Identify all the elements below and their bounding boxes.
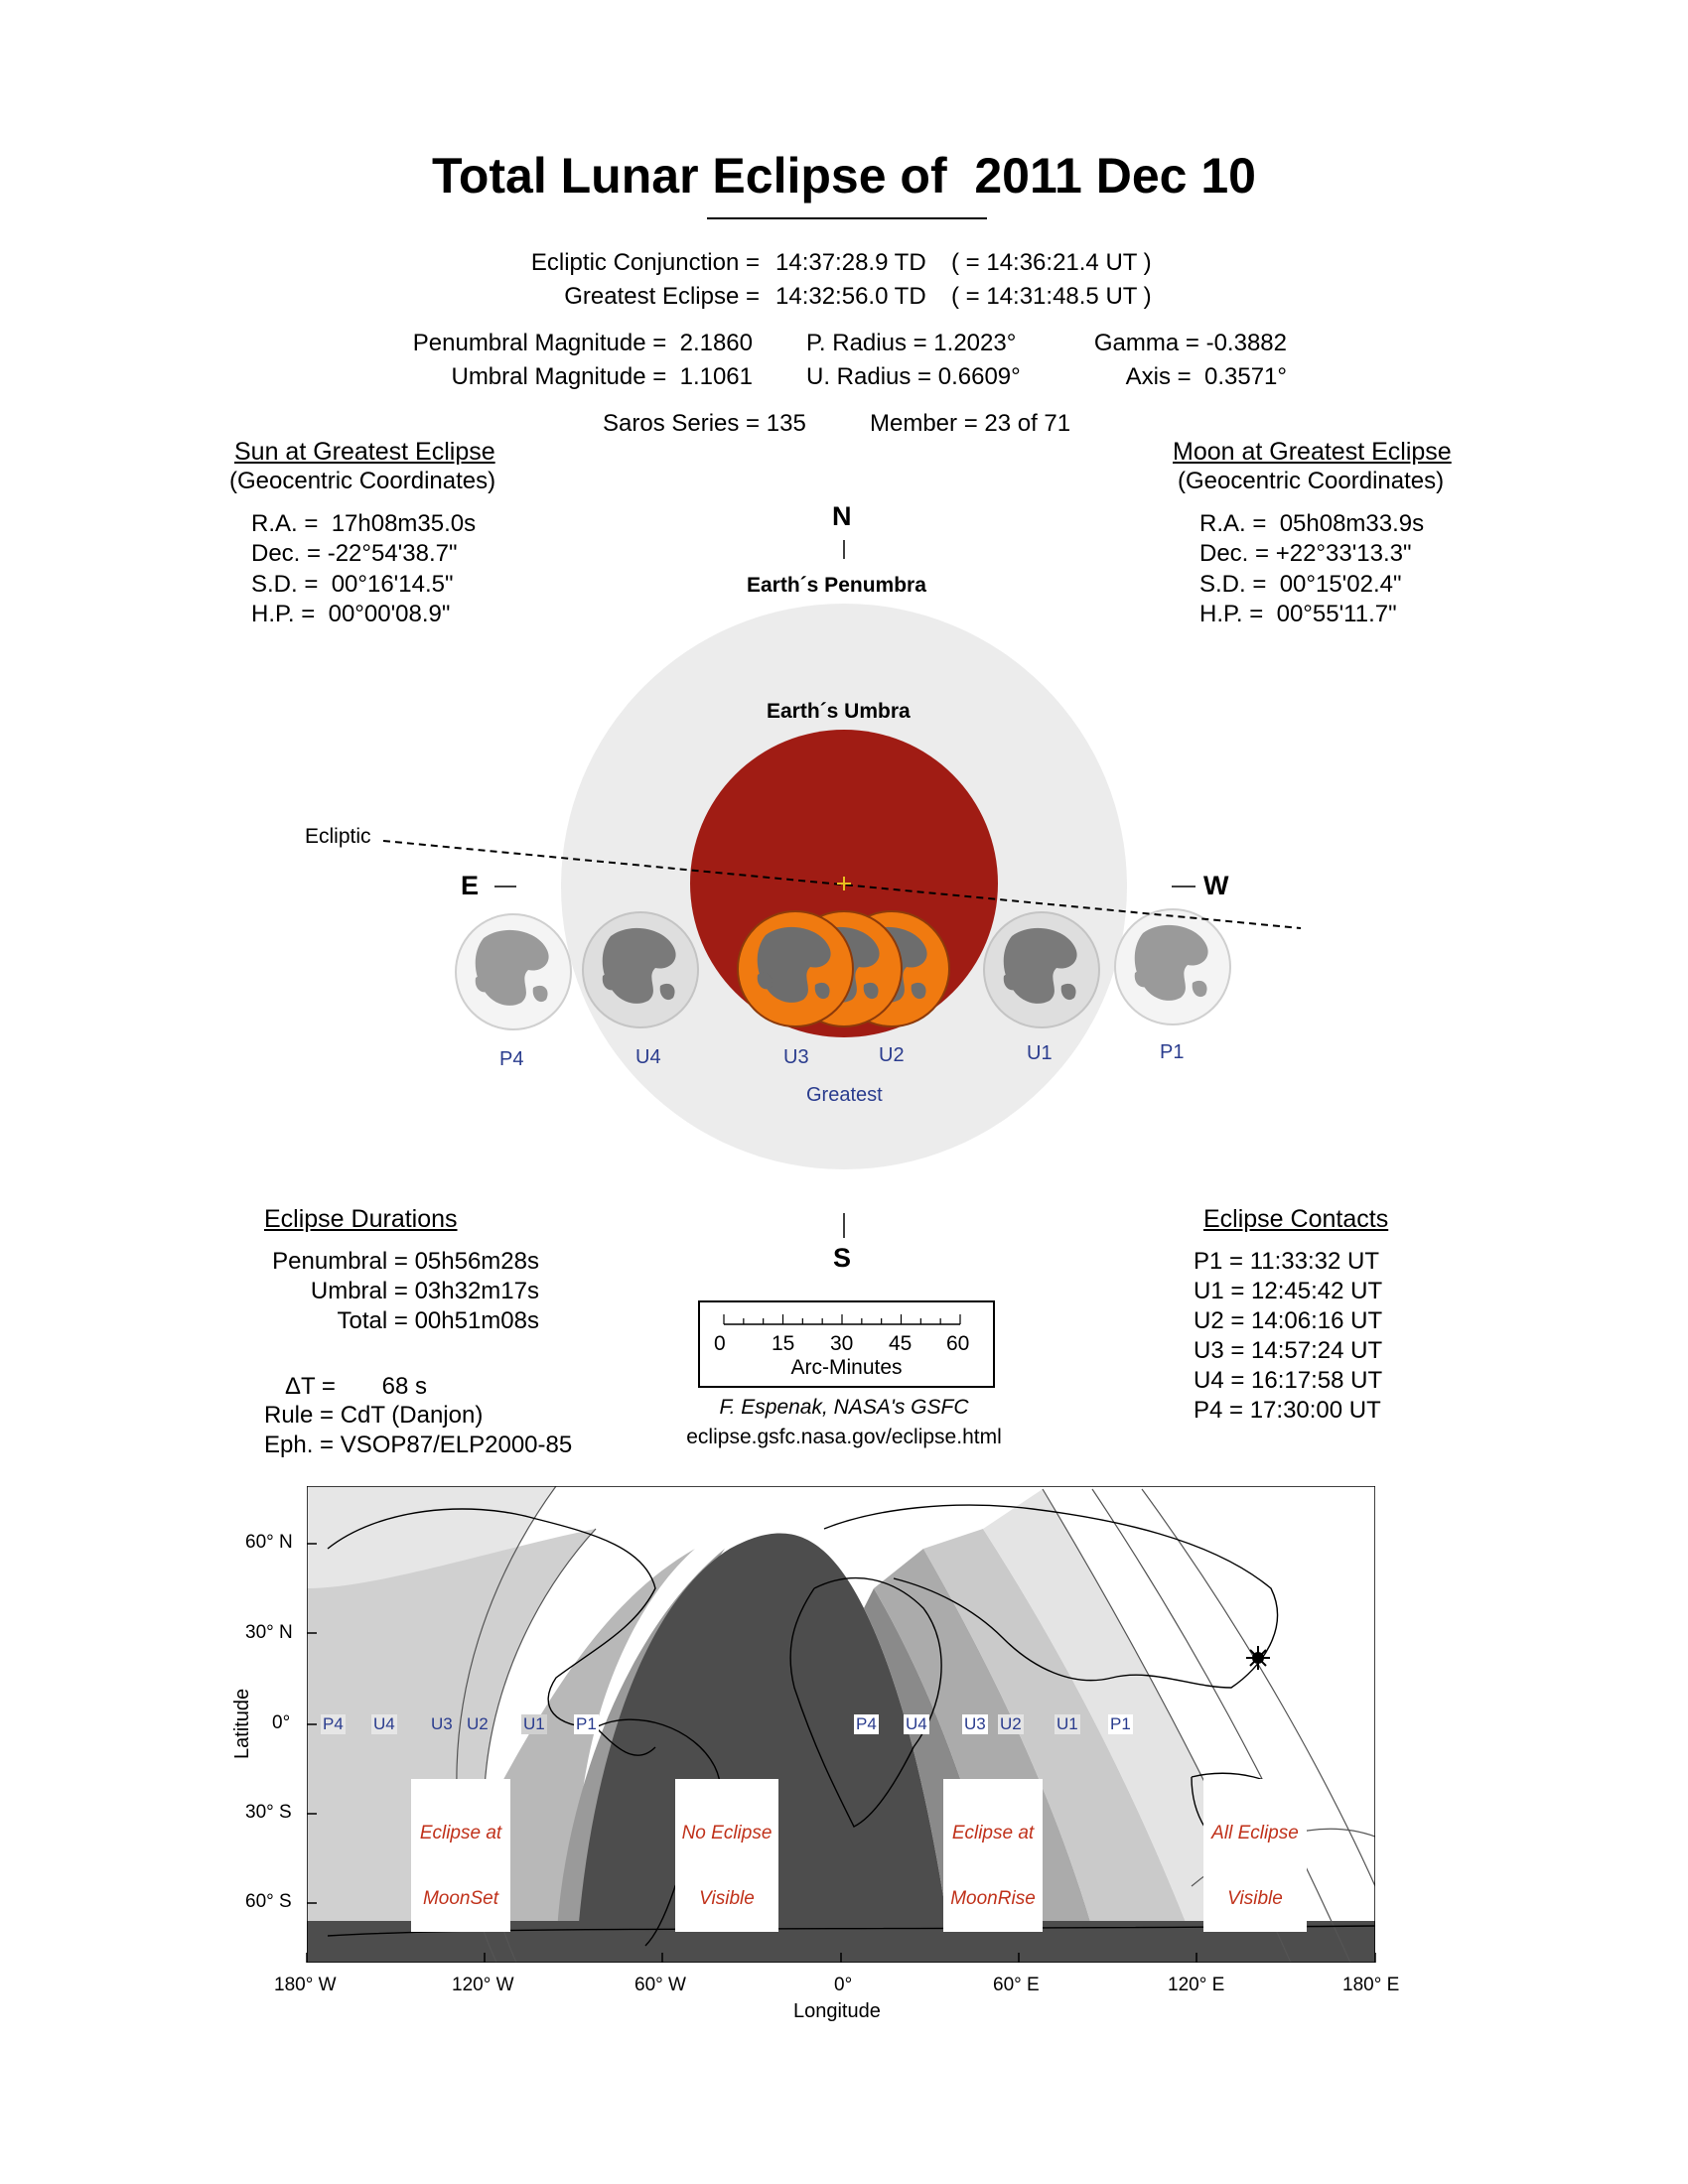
moon-p1 (1115, 909, 1230, 1024)
greatest-eclipse-td: 14:32:56.0 TD (775, 283, 926, 310)
map-west-p1: P1 (576, 1714, 597, 1733)
scale-tick-60: 60 (946, 1332, 970, 1355)
penumbral-magnitude: Penumbral Magnitude = 2.1860 (412, 330, 753, 356)
region-moonrise (943, 1779, 1043, 1932)
sun-heading: Sun at Greatest Eclipse (234, 438, 495, 466)
ephemeris: Eph. = VSOP87/ELP2000-85 (264, 1432, 573, 1458)
lon-0: 0° (834, 1975, 853, 1995)
duration-penumbral: Penumbral = 05h56m28s (272, 1248, 539, 1275)
contact-label-u2: U2 (879, 1044, 905, 1066)
north-label: N (832, 501, 852, 531)
lon-60w: 60° W (634, 1975, 686, 1995)
moon-ra: R.A. = 05h08m33.9s (1199, 510, 1425, 537)
umbra-label: Earth´s Umbra (767, 700, 911, 723)
gamma: Gamma = -0.3882 (1093, 330, 1287, 356)
south-label: S (833, 1243, 852, 1273)
lon-60e: 60° E (993, 1975, 1040, 1995)
region-no-eclipse (675, 1779, 778, 1932)
eclipse-diagram (0, 486, 1688, 1281)
region-moonset-line1: Eclipse at (419, 1823, 502, 1843)
lat-60s: 60° S (245, 1891, 292, 1912)
contact-u4: U4 = 16:17:58 UT (1194, 1367, 1383, 1394)
contact-u2: U2 = 14:06:16 UT (1194, 1307, 1383, 1334)
moon-p4 (456, 914, 571, 1029)
moon-subheading: (Geocentric Coordinates) (1178, 468, 1445, 494)
sun-hp: H.P. = 00°00'08.9" (251, 601, 451, 627)
greatest-eclipse-label: Greatest Eclipse = (564, 283, 760, 310)
umbral-radius: U. Radius = 0.6609° (806, 363, 1021, 390)
contacts-heading: Eclipse Contacts (1203, 1205, 1389, 1233)
durations-heading: Eclipse Durations (264, 1205, 458, 1233)
east-label: E (461, 871, 480, 900)
lat-0: 0° (272, 1712, 291, 1733)
moon-hp: H.P. = 00°55'11.7" (1199, 601, 1397, 627)
duration-umbral: Umbral = 03h32m17s (310, 1278, 539, 1304)
region-moonset (411, 1779, 510, 1932)
lat-30s: 30° S (245, 1802, 292, 1823)
west-label: W (1203, 871, 1229, 900)
map-east-p1: P1 (1110, 1714, 1131, 1733)
contact-label-p1: P1 (1160, 1041, 1185, 1063)
sun-sd: S.D. = 00°16'14.5" (251, 571, 454, 598)
map-xlabel: Longitude (793, 2000, 881, 2022)
credit-author: F. Espenak, NASA's GSFC (719, 1396, 969, 1419)
region-all-eclipse-line1: All Eclipse (1211, 1823, 1299, 1843)
ecliptic-conjunction-ut: ( = 14:36:21.4 UT ) (951, 249, 1152, 276)
moon-sd: S.D. = 00°15'02.4" (1199, 571, 1402, 598)
ecliptic-conjunction-td: 14:37:28.9 TD (775, 249, 926, 276)
region-moonset-line2: MoonSet (422, 1888, 499, 1909)
region-no-eclipse-line1: No Eclipse (681, 1823, 773, 1843)
ecliptic-conjunction-label: Ecliptic Conjunction = (530, 249, 760, 276)
moon-heading: Moon at Greatest Eclipse (1173, 438, 1452, 466)
scale-tick-0: 0 (714, 1332, 726, 1355)
penumbral-radius: P. Radius = 1.2023° (806, 330, 1017, 356)
map-east-u1: U1 (1056, 1714, 1078, 1733)
scale-tick-15: 15 (772, 1332, 795, 1355)
region-moonrise-line2: MoonRise (950, 1888, 1036, 1909)
contact-label-u1: U1 (1027, 1042, 1053, 1064)
map-west-u2: U2 (467, 1714, 489, 1733)
greatest-eclipse-ut: ( = 14:31:48.5 UT ) (951, 283, 1152, 310)
map-west-u3: U3 (431, 1714, 453, 1733)
map-west-u4: U4 (373, 1714, 395, 1733)
title-underline (707, 217, 987, 219)
lon-120w: 120° W (452, 1975, 514, 1995)
scale-bar (698, 1300, 995, 1388)
credit-url: eclipse.gsfc.nasa.gov/eclipse.html (686, 1426, 1002, 1448)
duration-total: Total = 00h51m08s (337, 1307, 539, 1334)
scale-tick-45: 45 (889, 1332, 913, 1355)
contact-label-p4: P4 (499, 1048, 524, 1070)
sun-ra: R.A. = 17h08m35.0s (251, 510, 477, 537)
greatest-label: Greatest (806, 1084, 883, 1106)
page-title: Total Lunar Eclipse of 2011 Dec 10 (432, 148, 1256, 204)
delta-t: ΔT = 68 s (285, 1373, 427, 1400)
contact-u1: U1 = 12:45:42 UT (1194, 1278, 1383, 1304)
moon-u4 (583, 912, 698, 1027)
lat-30n: 30° N (245, 1622, 293, 1643)
contact-label-u4: U4 (635, 1046, 661, 1068)
moon-dec: Dec. = +22°33'13.3" (1199, 540, 1412, 567)
contact-label-u3: U3 (783, 1046, 809, 1068)
danjon-rule: Rule = CdT (Danjon) (264, 1402, 484, 1429)
map-west-u1: U1 (523, 1714, 545, 1733)
lon-180w: 180° W (274, 1975, 337, 1995)
region-all-eclipse (1203, 1779, 1307, 1932)
scale-tick-30: 30 (830, 1332, 854, 1355)
ecliptic-label: Ecliptic (305, 825, 371, 848)
region-moonrise-line1: Eclipse at (951, 1823, 1035, 1843)
contact-u3: U3 = 14:57:24 UT (1194, 1337, 1383, 1364)
lon-180e: 180° E (1342, 1975, 1400, 1995)
sun-subheading: (Geocentric Coordinates) (229, 468, 496, 494)
umbral-magnitude: Umbral Magnitude = 1.1061 (451, 363, 753, 390)
saros-series: Saros Series = 135 (603, 410, 806, 437)
saros-member: Member = 23 of 71 (870, 410, 1071, 437)
map-east-p4: P4 (856, 1714, 877, 1733)
map-ylabel: Latitude (231, 1688, 253, 1759)
region-no-eclipse-line2: Visible (699, 1888, 755, 1909)
map-east-u4: U4 (906, 1714, 927, 1733)
map-east-u3: U3 (964, 1714, 986, 1733)
map-west-p4: P4 (323, 1714, 344, 1733)
region-all-eclipse-line2: Visible (1227, 1888, 1283, 1909)
sun-dec: Dec. = -22°54'38.7" (251, 540, 458, 567)
map-east-u2: U2 (1000, 1714, 1022, 1733)
contact-p4: P4 = 17:30:00 UT (1194, 1397, 1381, 1424)
lon-120e: 120° E (1168, 1975, 1225, 1995)
lat-60n: 60° N (245, 1532, 293, 1553)
axis: Axis = 0.3571° (1125, 363, 1287, 390)
scale-label: Arc-Minutes (790, 1356, 903, 1379)
contact-p1: P1 = 11:33:32 UT (1194, 1248, 1380, 1275)
moon-u3 (738, 911, 853, 1026)
penumbra-label: Earth´s Penumbra (747, 574, 926, 597)
moon-u1 (984, 912, 1099, 1027)
